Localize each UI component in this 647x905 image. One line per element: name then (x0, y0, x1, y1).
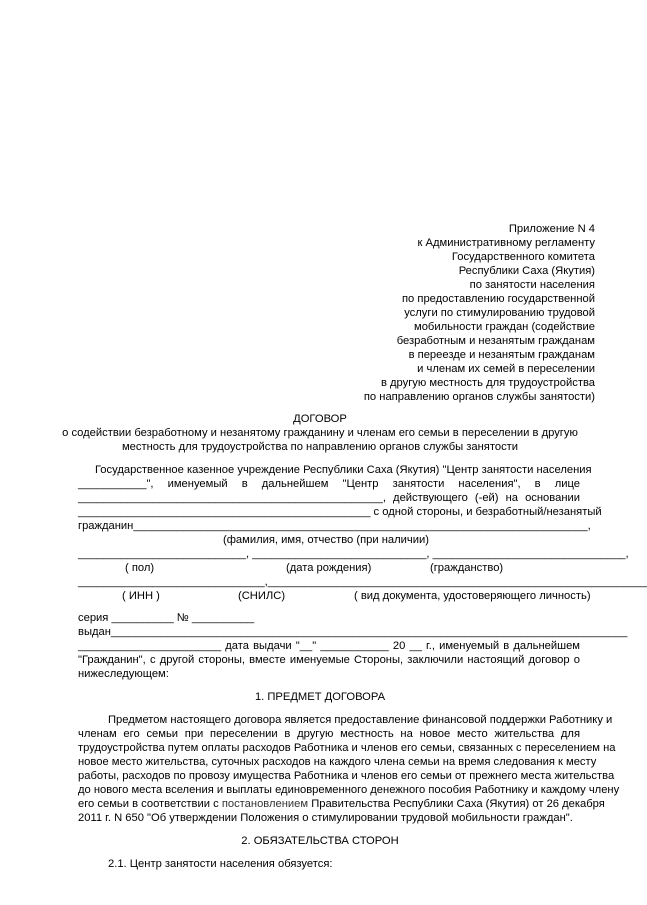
appendix-line: к Административному регламенту (417, 237, 595, 249)
passport-series-line: серия __________ № __________ (78, 612, 255, 624)
paragraph-line: работы, расходов по провозу имущества Работника и членов его семьи от прежнего места жительства (78, 770, 615, 782)
section-heading-subject: 1. ПРЕДМЕТ ДОГОВОРА (254, 691, 386, 703)
appendix-line: в другую местность для трудоустройства (380, 377, 595, 389)
appendix-line: безработным и незанятым гражданам (396, 335, 595, 347)
document-subtitle-line: местность для трудоустройства по направлению органов службы занятости (121, 441, 519, 453)
issued-by-line: выдан___________________________________________________________________________________ (78, 626, 628, 638)
field-caption-inn: ( ИНН ) (122, 590, 160, 602)
appendix-line: Государственного комитета (451, 251, 595, 263)
appendix-line: мобильности граждан (содействие (414, 321, 595, 333)
paragraph-line: трудоустройства путем оплаты расходов Работника и членов его семьи, связанных с переселением на (78, 742, 616, 754)
paragraph-line: до нового места вселения и выплаты единовременного денежного пособия Работнику и каждому члену (78, 784, 620, 796)
issue-date-line: _______________________ дата выдачи "__" ___________ 20 __ г., именуемый в дальнейшем (78, 640, 580, 652)
paragraph-line: Предметом настоящего договора является предоставление финансовой поддержки Работнику и (108, 714, 613, 726)
paragraph-line: новое место жительства, суточных расходов на каждого члена семьи на время следования к месту (78, 756, 597, 768)
parties-line: Государственное казенное учреждение Республики Саха (Якутия) "Центр занятости населения (95, 464, 592, 476)
field-caption-document: ( вид документа, удостоверяющего личность) (354, 590, 591, 602)
citizen-name-line: гражданин_________________________________________________________________________, (78, 520, 591, 532)
paragraph-text: его семьи в соответствии с (78, 798, 222, 810)
appendix-line: и членам их семей в переселении (417, 363, 595, 375)
resolution-link[interactable]: постановлением (221, 798, 309, 810)
appendix-line: Приложение N 4 (508, 223, 595, 235)
personal-fields-line: ___________________________, ____________________________, _______________________________, (78, 548, 629, 560)
id-fields-line: ______________________________,_____________________________________________________________ (78, 576, 647, 588)
appendix-line: Республики Саха (Якутия) (458, 265, 595, 277)
field-caption-birthdate: (дата рождения) (286, 562, 372, 574)
appendix-line: по предоставлению государственной (402, 293, 595, 305)
appendix-line: по направлению органов службы занятости) (363, 391, 595, 403)
parties-line: нижеследующем: (78, 668, 169, 680)
appendix-line: по занятости населения (469, 279, 595, 291)
appendix-line: услуги по стимулированию трудовой (404, 307, 595, 319)
document-title: ДОГОВОР (293, 413, 347, 425)
field-caption-snils: (СНИЛС) (238, 590, 286, 602)
obligation-item: 2.1. Центр занятости населения обязуется: (108, 858, 333, 870)
parties-line: _______________________________________________ с одной стороны, и безработный/незанятый (78, 506, 602, 518)
paragraph-text: Правительства Республики Саха (Якутия) от 26 декабря (308, 798, 605, 810)
paragraph-line: членам его семьи при переселении в другую местность на новое место жительства для (78, 728, 580, 740)
paragraph-line: 2011 г. N 650 "Об утверждении Положения о стимулировании трудовой мобильности граждан". (78, 812, 573, 824)
field-caption-citizenship: (гражданство) (430, 562, 504, 574)
appendix-line: в переезде и незанятым гражданам (408, 349, 595, 361)
parties-line: "Гражданин", с другой стороны, вместе именуемые Стороны, заключили настоящий договор о (78, 654, 580, 666)
field-caption-gender: ( пол) (125, 562, 155, 574)
field-caption-fio: (фамилия, имя, отчество (при наличии) (223, 534, 429, 546)
paragraph-line (78, 797, 605, 811)
parties-line: _________________________________________________, действующего (-ей) на основании (78, 492, 580, 504)
document-subtitle-line: о содействии безработному и незанятому гражданину и членам его семьи в переселении в другую (62, 427, 578, 439)
section-heading-obligations: 2. ОБЯЗАТЕЛЬСТВА СТОРОН (241, 835, 399, 847)
parties-line: ___________", именуемый в дальнейшем "Центр занятости населения", в лице (78, 478, 580, 490)
